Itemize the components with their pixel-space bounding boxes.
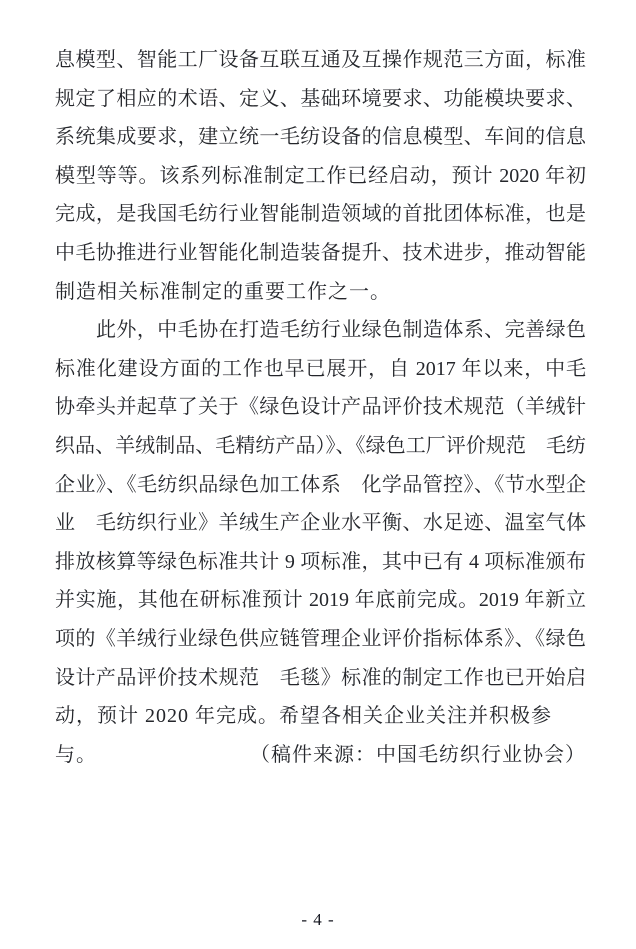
text-line: 企业》、《毛纺织品绿色加工体系 化学品管控》、《节水型企 bbox=[55, 473, 586, 496]
text-line: 项的《羊绒行业绿色供应链管理企业评价指标体系》、《绿色 bbox=[55, 627, 586, 650]
text-line: 织品、羊绒制品、毛精纺产品）》、《绿色工厂评价规范 毛纺 bbox=[55, 434, 586, 457]
text-line: 此外，中毛协在打造毛纺行业绿色制造体系、完善绿色 bbox=[96, 319, 586, 342]
text-line: 标准化建设方面的工作也早已展开，自 2017 年以来，中毛 bbox=[55, 357, 586, 380]
page-number: - 4 - bbox=[301, 910, 335, 929]
text-line: 协牵头并起草了关于《绿色设计产品评价技术规范（羊绒针 bbox=[55, 396, 586, 419]
attribution-line: （稿件来源：中国毛纺织行业协会） bbox=[250, 744, 586, 766]
text-line: 动，预计 2020 年完成。希望各相关企业关注并积极参与。 bbox=[55, 705, 552, 766]
text-line: 完成，是我国毛纺行业智能制造领域的首批团体标准，也是 bbox=[55, 203, 586, 226]
text-line: 系统集成要求，建立统一毛纺设备的信息模型、车间的信息 bbox=[55, 126, 586, 149]
text-line: 并实施，其他在研标准预计 2019 年底前完成。2019 年新立 bbox=[55, 589, 586, 612]
text-line: 模型等等。该系列标准制定工作已经启动，预计 2020 年初 bbox=[55, 164, 586, 187]
text-line: 中毛协推进行业智能化制造装备提升、技术进步，推动智能 bbox=[55, 241, 586, 264]
text-line: 排放核算等绿色标准共计 9 项标准，其中已有 4 项标准颁布 bbox=[55, 550, 586, 573]
text-line: 规定了相应的术语、定义、基础环境要求、功能模块要求、 bbox=[55, 87, 586, 110]
text-line: 业 毛纺织行业》羊绒生产企业水平衡、水足迹、温室气体 bbox=[55, 512, 586, 535]
text-line: 息模型、智能工厂设备互联互通及互操作规范三方面，标准 bbox=[55, 49, 586, 71]
text-line: 设计产品评价技术规范 毛毯》标准的制定工作也已开始启 bbox=[55, 666, 586, 689]
text-line: 制造相关标准制定的重要工作之一。 bbox=[55, 280, 391, 303]
